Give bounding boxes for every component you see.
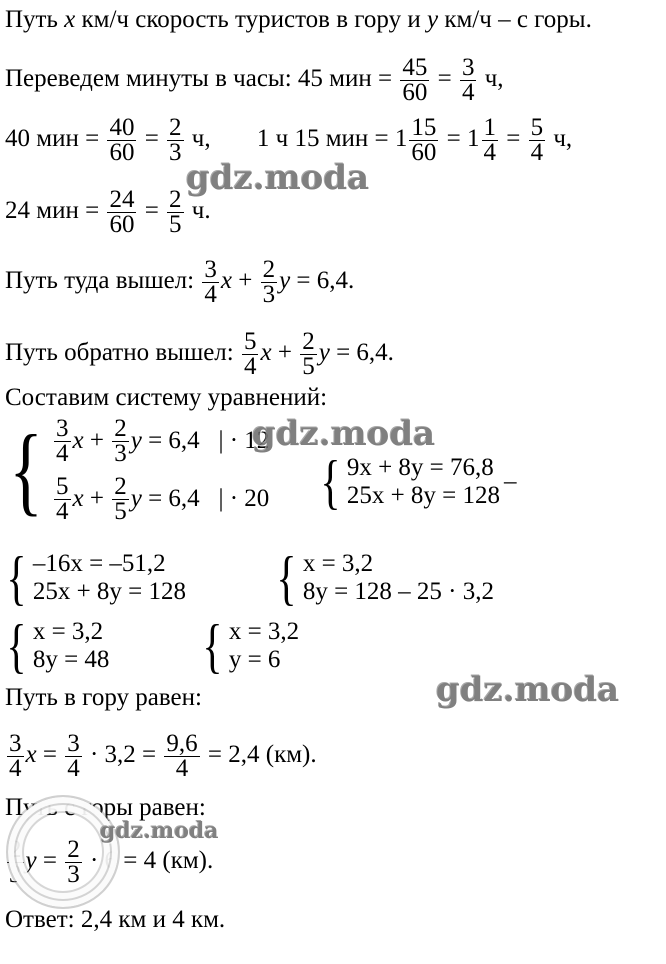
watermark-logo: gdz.moda: [252, 414, 436, 454]
uphill-calculation: $\frac{3}{4}$ x = $\frac{3}{4}$ · 3,2 = $\frac{9,6}{4}$ = 2,4 (км).: [9, 730, 317, 782]
minutes-conversion-40-75: 40 мин = $\frac{40}{60}$ = $\frac{2}{3}$ ч, 1 ч 15 мин = 1 $\frac{15}{60}$ = 1 $\frac{1}{4}$ = $\frac{5}{4}$ ч,: [5, 114, 573, 166]
minutes-conversion-24: 24 мин = $\frac{24}{60}$ = $\frac{2}{5}$ ч.: [5, 186, 211, 238]
system-8y: { x = 3,2 8y = 48: [6, 613, 110, 679]
system-subtracted: { –16x = –51,2 25x + 8y = 128: [6, 545, 187, 611]
watermark-logo: gdz.moda: [436, 670, 620, 710]
downhill-calculation: $\frac{2}{3}$ y = $\frac{2}{3}$ · 6 = 4 (км).: [9, 836, 214, 888]
system-integer: { 9x + 8y = 76,8 25x + 8y = 128 –: [320, 449, 517, 515]
system-final: { x = 3,2 y = 6: [202, 613, 300, 679]
system-fractions: { $\frac{3}{4}$ x + $\frac{2}{3}$ y = 6,4 | · 12 $\frac{5}{4}$ x + $\frac{2}{5}$ y = 6,4 | · 20: [9, 414, 270, 525]
watermark-logo: gdz.moda: [100, 818, 219, 844]
stamp-watermark: [6, 795, 120, 909]
uphill-heading: Путь в гору равен:: [5, 684, 202, 711]
minutes-conversion-45: Переведем минуты в часы: 45 мин = $\frac{45}{60}$ = $\frac{3}{4}$ ч,: [5, 54, 504, 106]
intro-line: Путь x км/ч скорость туристов в гору и y км/ч – с горы.: [5, 6, 592, 33]
watermark-logo: gdz.moda: [186, 158, 370, 198]
downhill-heading: Путь с горы равен:: [5, 794, 206, 821]
system-heading: Составим систему уравнений:: [5, 384, 328, 411]
path-there-equation: Путь туда вышел: $\frac{3}{4}$ x + $\frac{2}{3}$ y = 6,4.: [5, 256, 355, 308]
fraction: $\frac{3}{4}$: [461, 54, 475, 106]
answer-line: Ответ: 2,4 км и 4 км.: [5, 906, 226, 933]
system-solve-x: { x = 3,2 8y = 128 – 25 · 3,2: [276, 545, 494, 611]
path-back-equation: Путь обратно вышел: $\frac{5}{4}$ x + $\frac{2}{5}$ y = 6,4.: [5, 328, 394, 380]
fraction: $\frac{45}{60}$: [402, 54, 428, 106]
